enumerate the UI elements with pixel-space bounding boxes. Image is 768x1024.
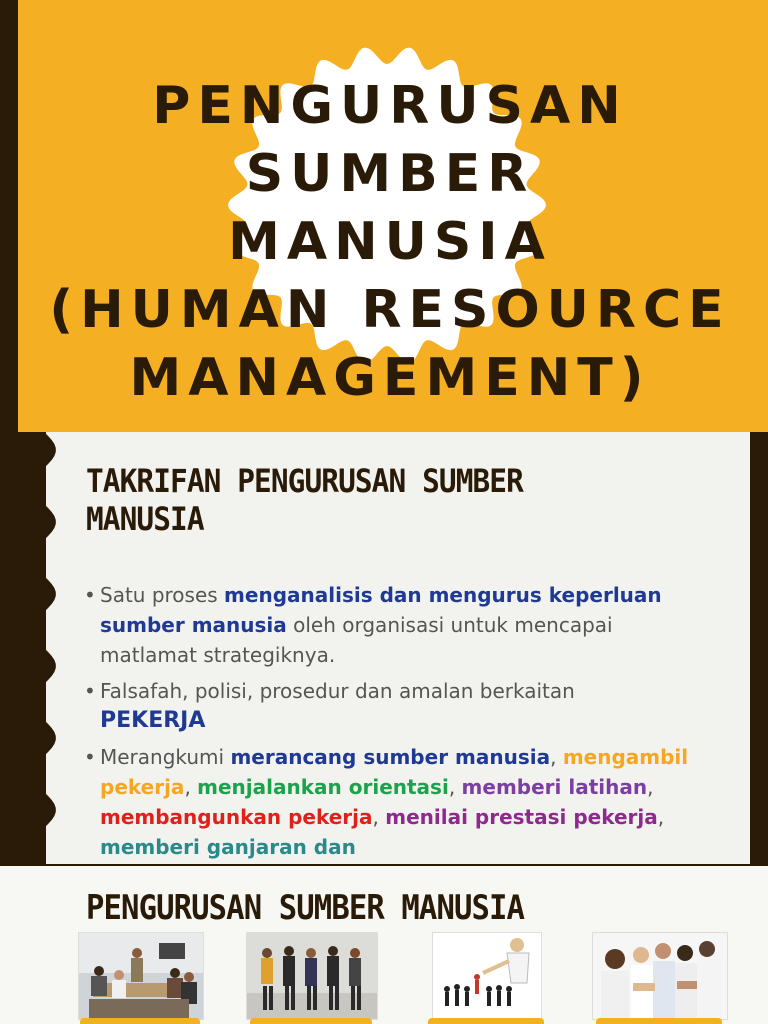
bullet-segment: , bbox=[448, 775, 462, 799]
meeting-room-photo bbox=[78, 932, 204, 1020]
title-slide bbox=[0, 0, 768, 432]
bullet-segment: memberi ganjaran dan bbox=[100, 835, 356, 859]
wavy-edge-icon bbox=[0, 432, 60, 864]
definition-bullets bbox=[84, 580, 714, 864]
bullet-segment: , bbox=[372, 805, 386, 829]
hrm-heading: PENGURUSAN SUMBER MANUSIA bbox=[86, 888, 525, 928]
bullet-segment: menilai prestasi pekerja bbox=[385, 805, 658, 829]
photo-caption-tab bbox=[80, 1018, 200, 1024]
bullet-segment: Falsafah, polisi, prosedur dan amalan berkaitan bbox=[100, 679, 575, 703]
bullet-segment: , bbox=[550, 745, 563, 769]
left-accent-bar bbox=[0, 0, 18, 432]
bullet-segment: mengambil pekerja bbox=[100, 745, 689, 799]
bullet-segment: , bbox=[657, 805, 665, 829]
heading-line-2: MANUSIA bbox=[86, 500, 204, 538]
slide-title bbox=[40, 72, 740, 412]
hrm-slide bbox=[0, 866, 768, 1024]
title-line-3: (HUMAN RESOURCE bbox=[49, 280, 731, 340]
photo-caption-tab bbox=[250, 1018, 372, 1024]
definition-slide bbox=[0, 432, 768, 864]
figures-selection-photo bbox=[432, 932, 542, 1020]
bullet-item bbox=[84, 742, 714, 862]
photo-caption-tab bbox=[428, 1018, 544, 1024]
bullet-segment: menganalisis dan mengurus keperluan sumber manusia bbox=[100, 583, 662, 637]
waiting-candidates-photo bbox=[246, 932, 378, 1020]
title-line-2: MANUSIA bbox=[228, 212, 552, 272]
bullet-segment: , bbox=[184, 775, 198, 799]
photo-caption-tab bbox=[596, 1018, 722, 1024]
title-line-4: MANAGEMENT) bbox=[129, 348, 651, 408]
title-line-1: PENGURUSAN SUMBER bbox=[152, 76, 628, 204]
bullet-segment: menjalankan orientasi bbox=[197, 775, 449, 799]
bullet-segment: merancang sumber manusia bbox=[230, 745, 551, 769]
bullet-segment: membangunkan pekerja bbox=[100, 805, 373, 829]
definition-heading bbox=[86, 462, 601, 538]
bullet-segment: oleh organisasi untuk mencapai matlamat strategiknya. bbox=[100, 613, 613, 667]
bullet-segment: PEKERJA bbox=[100, 708, 206, 733]
heading-line-1: TAKRIFAN PENGURUSAN SUMBER bbox=[86, 462, 523, 500]
bullet-item bbox=[84, 580, 714, 670]
applauding-team-photo bbox=[592, 932, 728, 1020]
bullet-segment: memberi latihan bbox=[461, 775, 648, 799]
bullet-segment: Merangkumi bbox=[100, 745, 231, 769]
bullet-segment: , bbox=[647, 775, 654, 799]
bullet-segment: Satu proses bbox=[100, 583, 225, 607]
bullet-item bbox=[84, 676, 714, 736]
